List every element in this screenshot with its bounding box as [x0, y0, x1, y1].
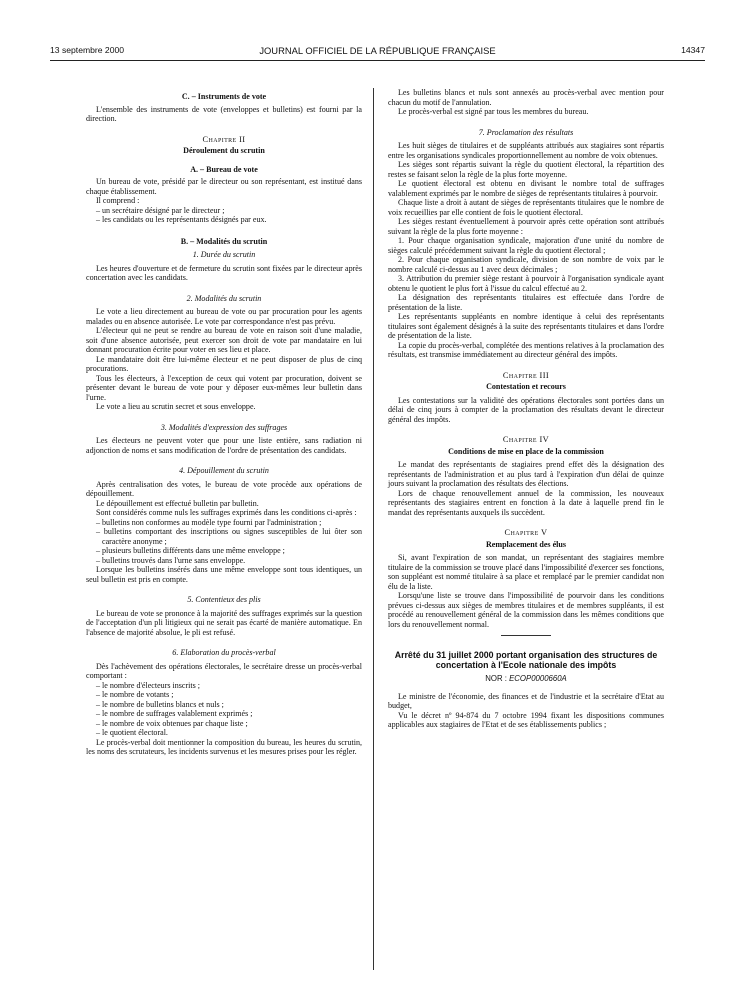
chapter-4-label: Chapitre IV — [502, 435, 550, 444]
section-a-heading: A. – Bureau de vote — [190, 164, 258, 174]
paragraph: Les heures d'ouverture et de fermeture du scrutin sont fixées par le directeur après concertation avec les candidats. — [86, 263, 362, 282]
paragraph: Vu le décret nº 94-874 du 7 octobre 1994 fixant les dispositions communes applicables aux stagiaires de l'Etat et de ses établissements publics ; — [388, 710, 664, 729]
subsection-2-heading: 2. Modalités du scrutin — [186, 293, 262, 303]
chapter-2-title: Déroulement du scrutin — [183, 146, 265, 155]
subsection-7-heading: 7. Proclamation des résultats — [478, 127, 574, 137]
list-item: – bulletins comportant des inscriptions ou signes susceptibles de lui ôter son caractère anonyme ; — [96, 527, 362, 546]
paragraph: Lorsqu'une liste se trouve dans l'impossibilité de pourvoir dans les conditions prévues ci-dessus aux sièges de membres titulaires et de membres suppléants, il est procédé au renouvellement général de la commission dans les mêmes conditions que lors du renouvellement normal. — [388, 591, 664, 629]
paragraph: Lorsque les bulletins insérés dans une même enveloppe sont tous identiques, un seul bulletin est pris en compte. — [86, 565, 362, 584]
section-c-heading: C. – Instruments de vote — [181, 92, 267, 101]
list-item: – bulletins trouvés dans l'urne sans enveloppe. — [96, 555, 246, 565]
list-item: – plusieurs bulletins différents dans une même enveloppe ; — [96, 546, 285, 555]
paragraph: Tous les électeurs, à l'exception de ceux qui votent par procuration, doivent se présenter devant le bureau de vote pour y déposer eux-mêmes leur bulletin dans l'urne. — [86, 373, 362, 402]
chapter-3-label: Chapitre III — [502, 370, 550, 380]
paragraph: Le ministre de l'économie, des finances et de l'industrie et la secrétaire d'Etat au budget, — [388, 691, 664, 710]
paragraph: Les huit sièges de titulaires et de suppléants attribués aux stagiaires sont répartis entre les organisations syndicales proportionnellement au nombre de voix obtenues. — [388, 141, 664, 160]
list-item: – le nombre d'électeurs inscrits ; — [96, 680, 201, 690]
paragraph: 1. Pour chaque organisation syndicale, majoration d'une unité du nombre de sièges calculé précédemment suivant la règle du quotient électoral ; — [388, 236, 664, 255]
list-item: – les candidats ou les représentants désignés par eux. — [96, 215, 267, 224]
section-separator — [501, 635, 551, 636]
paragraph: Les contestations sur la validité des opérations électorales sont portées dans un délai de cinq jours à compter de la proclamation des résultats devant le directeur général des impôts. — [388, 395, 664, 424]
paragraph: L'électeur qui ne peut se rendre au bureau de vote en raison soit d'une maladie, soit d'une absence autorisée, peut exercer son droit de vote par mandataire en lui donnant procuration écrite pour voter en ses lieu et place. — [86, 326, 362, 354]
column-divider — [373, 88, 374, 970]
list-item: – le nombre de bulletins blancs et nuls ; — [96, 699, 224, 709]
left-column — [86, 88, 362, 757]
subsection-1-heading: 1. Durée du scrutin — [192, 250, 256, 259]
nor-label: NOR : — [485, 674, 507, 683]
list-item: – le nombre de votants ; — [96, 690, 174, 699]
list-item: – le quotient électoral. — [96, 728, 168, 737]
paragraph: 2. Pour chaque organisation syndicale, division de son nombre de voix par le nombre calculé ci-dessus au 1 avec deux décimales ; — [388, 255, 664, 274]
list-item: – un secrétaire désigné par le directeur ; — [96, 205, 225, 215]
paragraph: Le mandataire doit être lui-même électeur et ne peut disposer de plus de cinq procurations. — [86, 354, 362, 373]
paragraph: Le quotient électoral est obtenu en divisant le nombre total de suffrages valablement exprimés par le nombre de sièges de représentants titulaires à pourvoir. — [388, 179, 664, 198]
page-header — [50, 45, 705, 59]
paragraph: Le vote a lieu au scrutin secret et sous enveloppe. — [96, 402, 256, 411]
paragraph: Sont considérés comme nuls les suffrages exprimés dans les conditions ci-après : — [96, 508, 357, 517]
list-item: – bulletins non conformes au modèle type fourni par l'administration ; — [96, 517, 322, 527]
chapter-3-title: Contestation et recours — [486, 382, 566, 391]
paragraph: Si, avant l'expiration de son mandat, un représentant des stagiaires membre titulaire de la commission se trouve placé dans l'impossibilité d'exercer ses fonctions, son suppléant est nommé titulaire à sa place et remplacé par le premier candidat non élu de la liste. — [388, 553, 664, 591]
paragraph: Le vote a lieu directement au bureau de vote ou par procuration pour les agents malades ou en absence autorisée. Le vote par correspondance n'est pas prévu. — [86, 307, 362, 326]
paragraph: Un bureau de vote, présidé par le directeur ou son représentant, est institué dans chaque établissement. — [86, 177, 362, 196]
paragraph: Les sièges restant éventuellement à pourvoir après cette opération sont attribués suivant la règle de la plus forte moyenne : — [388, 217, 664, 236]
subsection-3-heading: 3. Modalités d'expression des suffrages — [160, 422, 288, 432]
chapter-5-title: Remplacement des élus — [485, 539, 566, 549]
paragraph: Le procès-verbal est signé par tous les membres du bureau. — [398, 107, 589, 116]
paragraph: Dès l'achèvement des opérations électorales, le secrétaire dresse un procès-verbal comportant : — [86, 661, 362, 680]
subsection-5-heading: 5. Contentieux des plis — [187, 595, 261, 604]
paragraph: Le mandat des représentants de stagiaires prend effet dès la désignation des représentants de l'administration et au plus tard à l'expiration d'un délai de quinze jours suivant la proclamation des résultats des élections. — [388, 460, 664, 488]
section-b-heading: B. – Modalités du scrutin — [180, 236, 268, 246]
paragraph: La copie du procès-verbal, complétée des mentions relatives à la proclamation des résultats, est transmise immédiatement au directeur général des impôts. — [388, 340, 664, 359]
paragraph: Après centralisation des votes, le bureau de vote procède aux opérations de dépouillement. — [86, 479, 362, 498]
paragraph: Les représentants suppléants en nombre identique à celui des représentants titulaires sont également désignés à la suite des représentants titulaires et dans l'ordre de présentation de la liste. — [388, 312, 664, 340]
paragraph: Chaque liste a droit à autant de sièges de représentants titulaires que le nombre de voix recueillies par elle contient de fois le quotient électoral. — [388, 198, 664, 217]
paragraph: Les sièges sont répartis suivant la règle du quotient électoral, la répartition des restes se faisant selon la règle de la plus forte moyenne. — [388, 160, 664, 179]
list-item: – le nombre de voix obtenues par chaque liste ; — [96, 718, 248, 728]
paragraph: Les électeurs ne peuvent voter que pour une liste entière, sans radiation ni adjonction de noms et sans modification de l'ordre de présentation des candidats. — [86, 436, 362, 455]
paragraph: Le procès-verbal doit mentionner la composition du bureau, les heures du scrutin, les noms des scrutateurs, les incidents survenus et les mesures prises pour les régler. — [86, 737, 362, 756]
header-page-number: 14347 — [681, 45, 705, 55]
subsection-4-heading: 4. Dépouillement du scrutin — [179, 466, 269, 475]
paragraph: L'ensemble des instruments de vote (enveloppes et bulletins) est fourni par la direction. — [86, 104, 362, 123]
paragraph: Il comprend : — [96, 196, 140, 205]
chapter-4-title: Conditions de mise en place de la commission — [448, 446, 604, 456]
right-column — [388, 88, 664, 730]
header-journal-title: JOURNAL OFFICIEL DE LA RÉPUBLIQUE FRANÇAISE — [259, 45, 496, 56]
arrete-title: Arrêté du 31 juillet 2000 portant organisation des structures de concertation à l'Ecole nationale des impôts — [394, 650, 658, 670]
nor-reference — [388, 674, 664, 684]
header-rule — [50, 60, 705, 61]
list-item: – le nombre de suffrages valablement exprimés ; — [96, 709, 253, 718]
paragraph: Le dépouillement est effectué bulletin par bulletin. — [96, 498, 259, 508]
paragraph: La désignation des représentants titulaires est effectuée dans l'ordre de présentation de la liste. — [388, 293, 664, 312]
paragraph: Les bulletins blancs et nuls sont annexés au procès-verbal avec mention pour chacun du motif de l'annulation. — [388, 88, 664, 107]
subsection-6-heading: 6. Elaboration du procès-verbal — [172, 648, 276, 657]
paragraph: Le bureau de vote se prononce à la majorité des suffrages exprimés sur la question de l'acceptation d'un pli litigieux qui ne serait pas écarté de manière automatique. En l'absence de majorité absolue, le pli est refusé. — [86, 608, 362, 637]
header-date: 13 septembre 2000 — [50, 45, 125, 55]
nor-code: ECOP0000660A — [509, 674, 567, 683]
chapter-2-label: Chapitre II — [202, 134, 246, 144]
paragraph: Lors de chaque renouvellement annuel de la commission, les nouveaux représentants des stagiaires entrent en fonction à la date à laquelle prend fin le mandat des représentants auxquels ils succèdent. — [388, 488, 664, 517]
paragraph: 3. Attribution du premier siège restant à pourvoir à l'organisation syndicale ayant obtenu le quotient le plus fort à l'issue du calcul effectué au 2. — [388, 274, 664, 293]
chapter-5-label: Chapitre V — [504, 528, 548, 537]
